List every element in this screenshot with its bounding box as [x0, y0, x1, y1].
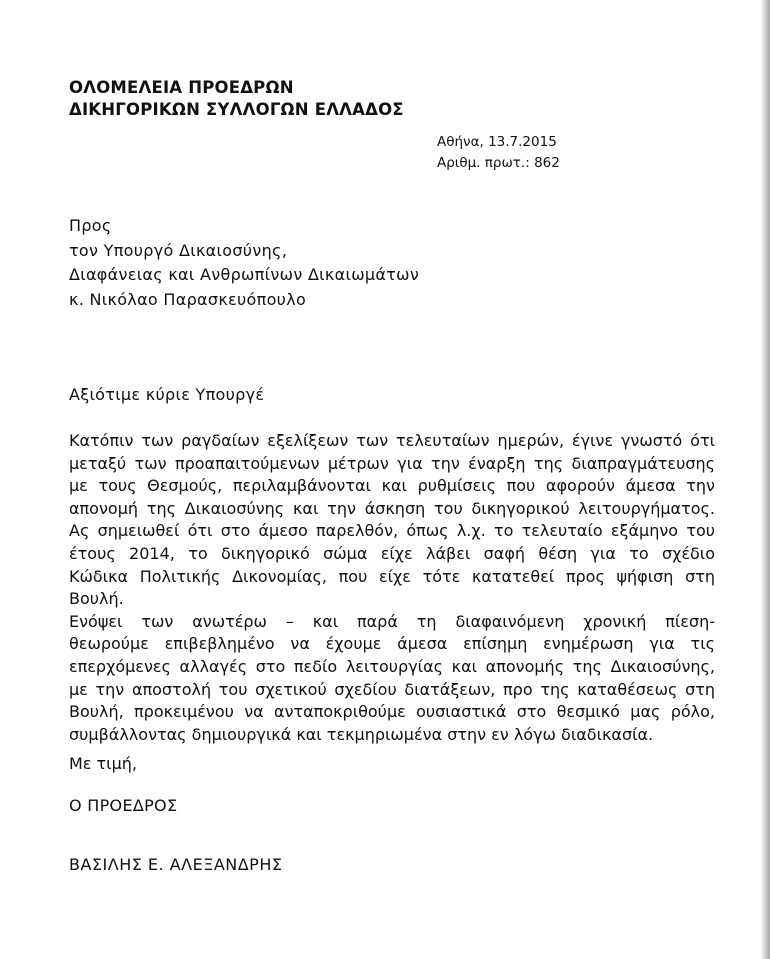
- body-line: με τους Θεσμούς, περιλαμβάνονται και ρυθμίσεις που αφορούν άμεσα την: [69, 476, 715, 496]
- body-line: απονομή της Δικαιοσύνης και την άσκηση του δικηγορικού λειτουργήματος.: [69, 498, 715, 518]
- body-line: συμβάλλοντας δημιουργικά και τεκμηριωμένα στην εν λόγω διαδικασία.: [69, 724, 654, 744]
- letter-body: [69, 430, 715, 746]
- closing: Με τιμή,: [69, 754, 137, 773]
- body-line: έτους 2014, το δικηγορικό σώμα είχε λάβει σαφή θέση για το σχέδιο: [69, 543, 715, 563]
- org-name-line-2: ΔΙΚΗΓΟΡΙΚΩΝ ΣΥΛΛΟΓΩΝ ΕΛΛΑΔΟΣ: [69, 100, 404, 119]
- org-name-line-1: ΟΛΟΜΕΛΕΙΑ ΠΡΟΕΔΡΩΝ: [69, 78, 294, 97]
- protocol-number: Αριθμ. πρωτ.: 862: [437, 155, 560, 171]
- recipient-block: [69, 214, 419, 312]
- body-line: Βουλή.: [69, 589, 124, 609]
- body-line: μεταξύ των προαπαιτούμενων μέτρων για την έναρξη της διαπραγμάτευσης: [69, 453, 715, 473]
- body-line: Ενόψει των ανωτέρω – και παρά τη διαφαινόμενη χρονική πίεση-: [69, 611, 715, 631]
- recipient-line-3: κ. Νικόλαο Παρασκευόπουλο: [69, 289, 307, 309]
- recipient-line-2: Διαφάνειας και Ανθρωπίνων Δικαιωμάτων: [69, 265, 420, 284]
- letter-meta: [437, 132, 560, 174]
- signer-title: Ο ΠΡΟΕΔΡΟΣ: [69, 796, 178, 815]
- body-line: Βουλή, προκειμένου να ανταποκριθούμε ουσιαστικά στο θεσμικό μας ρόλο,: [69, 702, 715, 722]
- letterhead: [69, 77, 404, 121]
- body-line: Κώδικα Πολιτικής Δικονομίας, που είχε τότε κατατεθεί προς ψήφιση στη: [69, 566, 715, 586]
- body-line: με την αποστολή του σχετικού σχεδίου διατάξεων, προ της καταθέσεως στη: [69, 679, 715, 699]
- body-line: Ας σημειωθεί ότι στο άμεσο παρελθόν, όπως λ.χ. το τελευταίο εξάμηνο του: [69, 521, 715, 541]
- recipient-line-1: τον Υπουργό Δικαιοσύνης,: [69, 240, 288, 260]
- body-line: Κατόπιν των ραγδαίων εξελίξεων των τελευταίων ημερών, έγινε γνωστό ότι: [69, 431, 715, 450]
- body-line: επερχόμενες αλλαγές στο πεδίο λειτουργίας και απονομής της Δικαιοσύνης,: [69, 656, 715, 676]
- scan-edge-shadow: [760, 0, 770, 959]
- signer-name: ΒΑΣΙΛΗΣ Ε. ΑΛΕΞΑΝΔΡΗΣ: [69, 855, 283, 874]
- recipient-to: Προς: [69, 216, 112, 235]
- body-line: θεωρούμε επιβεβλημένο να έχουμε άμεσα επίσημη ενημέρωση για τις: [69, 634, 715, 654]
- place-date: Αθήνα, 13.7.2015: [437, 134, 557, 150]
- salutation: Αξιότιμε κύριε Υπουργέ: [69, 385, 265, 404]
